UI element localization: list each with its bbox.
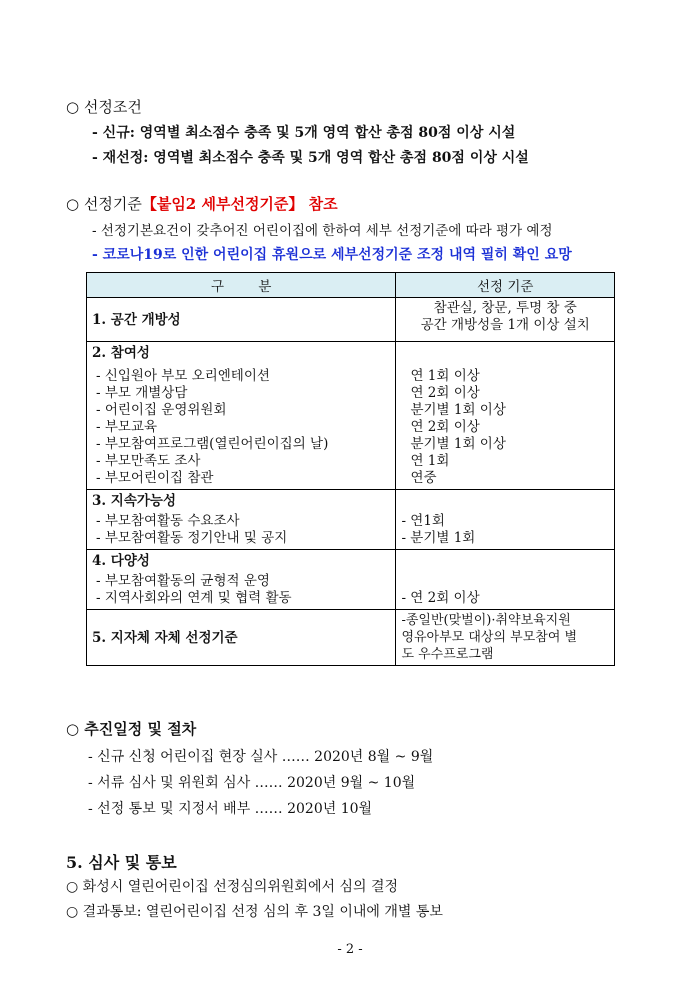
criteria-table: [86, 272, 615, 666]
row-category-cell: [87, 550, 396, 610]
selection-criteria-heading: [66, 193, 338, 214]
table-row: [87, 342, 615, 490]
row-sub-item: - 부모참여활동의 균형적 운영: [96, 573, 270, 589]
criteria-line: 연중: [410, 470, 437, 486]
row-sub-item: - 부모참여프로그램(열린어린이집의 날): [96, 436, 329, 452]
row-category-cell: [87, 490, 396, 550]
row-sub-item: - 신입원아 부모 오리엔테이션: [96, 368, 270, 384]
row-title: 5. 지자체 자체 선정기준: [92, 629, 238, 646]
table-row: [87, 298, 615, 342]
criteria-line: 공간 개방성을 1개 이상 설치: [420, 317, 590, 333]
criteria-note-2: - 코로나19로 인한 어린이집 휴원으로 세부선정기준 조정 내역 필히 확인 요망: [92, 247, 572, 263]
row-sub-item: - 부모만족도 조사: [96, 453, 201, 469]
criteria-line: - 연1회: [401, 513, 445, 529]
criteria-line: 분기별 1회 이상: [410, 436, 506, 452]
criteria-line: 분기별 1회 이상: [410, 402, 506, 418]
schedule-item: - 서류 심사 및 위원회 심사 …… 2020년 9월 ~ 10월: [88, 775, 416, 791]
row-title: 1. 공간 개방성: [92, 311, 181, 328]
criteria-line: - 연 2회 이상: [401, 590, 480, 606]
row-sub-item: - 부모어린이집 참관: [96, 470, 214, 486]
table-row: [87, 550, 615, 610]
criteria-heading-prefix: ○ 선정기준: [66, 195, 142, 213]
condition-new: - 신규: 영역별 최소점수 충족 및 5개 영역 합산 총점 80점 이상 시설: [92, 125, 516, 141]
schedule-item: - 선정 통보 및 지정서 배부 …… 2020년 10월: [88, 801, 373, 817]
row-title: 2. 참여성: [92, 345, 150, 361]
schedule-heading: ○ 추진일정 및 절차: [66, 720, 197, 738]
header-category: 구 분: [87, 273, 396, 298]
review-item: ○ 결과통보: 열린어린이집 선정 심의 후 3일 이내에 개별 통보: [66, 904, 443, 920]
criteria-heading-suffix: 참조: [303, 195, 338, 213]
review-heading: 5. 심사 및 통보: [66, 853, 177, 872]
row-sub-item: - 부모 개별상담: [96, 385, 188, 401]
condition-reselect: - 재선정: 영역별 최소점수 충족 및 5개 영역 합산 총점 80점 이상 시설: [92, 150, 529, 166]
row-criteria-cell: [396, 342, 615, 490]
row-criteria-cell: [396, 298, 615, 342]
table-row: [87, 490, 615, 550]
row-category-cell: [87, 298, 396, 342]
row-category-cell: [87, 610, 396, 666]
criteria-heading-ref: 【붙임2 세부선정기준】: [141, 195, 304, 213]
schedule-item: - 신규 신청 어린이집 현장 실사 …… 2020년 8월 ~ 9월: [88, 749, 434, 765]
table-row: [87, 610, 615, 666]
header-criteria: 선정 기준: [396, 273, 615, 298]
row-criteria-cell: [396, 490, 615, 550]
criteria-line: 연 1회: [410, 453, 450, 469]
row-sub-item: - 어린이집 운영위원회: [96, 402, 227, 418]
criteria-line: 연 1회 이상: [410, 368, 480, 384]
criteria-line: - 분기별 1회: [401, 530, 476, 546]
row-sub-item: - 부모참여활동 수요조사: [96, 513, 240, 529]
row-sub-item: - 부모교육: [96, 419, 158, 435]
row-title: 4. 다양성: [92, 553, 150, 569]
review-item: ○ 화성시 열린어린이집 선정심의위원회에서 심의 결정: [66, 879, 398, 895]
row-sub-item: - 지역사회와의 연계 및 협력 활동: [96, 590, 292, 606]
row-category-cell: [87, 342, 396, 490]
row-title: 3. 지속가능성: [92, 493, 176, 509]
criteria-line: 참관실, 창문, 투명 창 중: [433, 300, 577, 316]
table-header-row: [87, 273, 615, 298]
selection-conditions-heading: ○ 선정조건: [66, 98, 142, 116]
page-number: - 2 -: [337, 942, 363, 957]
criteria-line: 도 우수프로그램: [401, 647, 494, 662]
criteria-line: -종일반(맞벌이)·취약보육지원: [401, 613, 571, 628]
criteria-line: 연 2회 이상: [410, 419, 480, 435]
criteria-note-1: - 선정기본요건이 갖추어진 어린이집에 한하여 세부 선정기준에 따라 평가 예정: [92, 223, 553, 239]
criteria-line: 연 2회 이상: [410, 385, 480, 401]
row-sub-item: - 부모참여활동 정기안내 및 공지: [96, 530, 288, 546]
criteria-line: 영유아부모 대상의 부모참여 별: [401, 630, 578, 645]
row-criteria-cell: [396, 610, 615, 666]
row-criteria-cell: [396, 550, 615, 610]
